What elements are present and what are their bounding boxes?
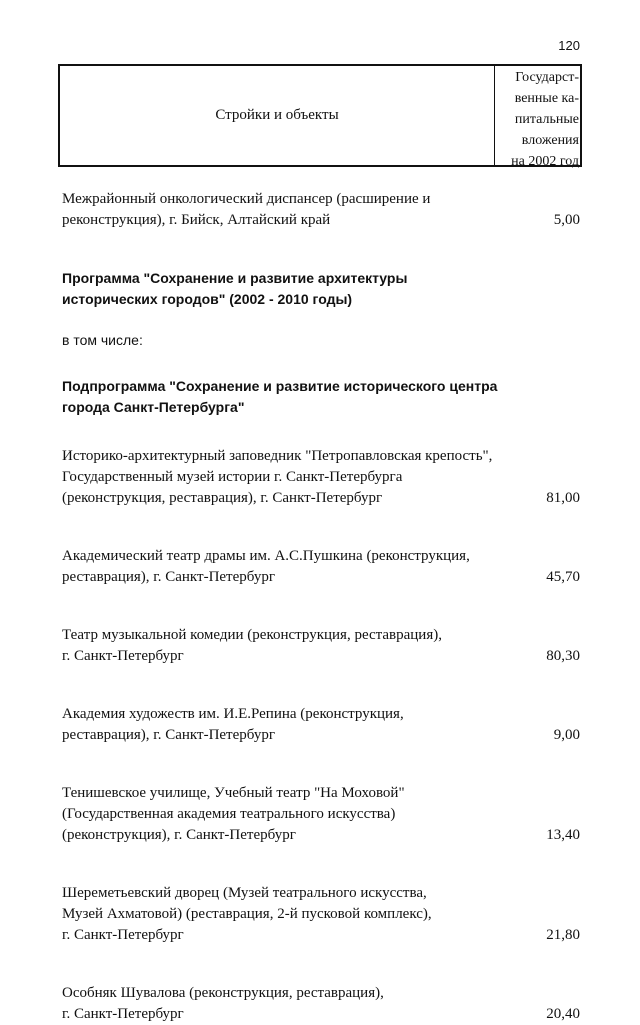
subprogram-heading-line: Подпрограмма "Сохранение и развитие исторического центра [62,378,498,394]
object-name-line: Музей Ахматовой) (реставрация, 2-й пусковой комплекс), [62,906,432,922]
column-header-investment-line: вложения [521,133,579,148]
object-name-line: реконструкция), г. Бийск, Алтайский край [62,212,331,228]
investment-value: 21,80 [546,927,580,943]
program-heading-line: исторических городов" (2002 - 2010 годы) [62,291,353,307]
table-row [62,446,580,509]
object-name-line: (Государственная академия театрального искусства) [62,806,396,822]
investment-value: 81,00 [546,490,580,506]
program-heading [62,268,580,310]
object-name-line: (реконструкция, реставрация), г. Санкт-Петербург [62,490,383,506]
investment-value: 13,40 [546,827,580,843]
subprogram-heading [62,376,580,418]
object-name-line: Тенишевское училище, Учебный театр "На Моховой" [62,785,405,801]
object-name-line: Шереметьевский дворец (Музей театрального искусства, [62,885,427,901]
investment-value: 9,00 [553,727,580,743]
object-name-line: г. Санкт-Петербург [62,1006,184,1022]
column-header-objects: Стройки и объекты [215,107,339,123]
object-name-line: Театр музыкальной комедии (реконструкция, реставрация), [62,627,442,643]
table-row [62,783,580,846]
object-name [62,189,430,231]
column-header-investment-line: на 2002 год [511,154,579,169]
table-header [58,64,582,167]
table-row [62,883,580,946]
object-name [62,704,404,746]
page-number: 120 [558,38,580,53]
object-name-line: Межрайонный онкологический диспансер (расширение и [62,191,431,207]
table-row [62,625,580,667]
investment-value: 20,40 [546,1006,580,1022]
object-name-line: г. Санкт-Петербург [62,927,184,943]
object-name-line: (реконструкция), г. Санкт-Петербург [62,827,296,843]
investment-value: 80,30 [546,648,580,664]
object-name-line: г. Санкт-Петербург [62,648,184,664]
column-header-investment-line: Государст- [515,70,579,85]
including-note: в том числе: [62,332,143,348]
object-name [62,883,432,946]
object-name-line: Особняк Шувалова (реконструкция, реставрация), [62,985,384,1001]
column-header-investment-line: венные ка- [514,91,579,106]
object-name-line: Историко-архитектурный заповедник "Петропавловская крепость", [62,448,493,464]
program-heading-line: Программа "Сохранение и развитие архитектуры [62,270,408,286]
table-row [62,983,580,1025]
investment-value: 45,70 [546,569,580,585]
object-name [62,983,384,1025]
object-name [62,625,442,667]
object-name-line: реставрация), г. Санкт-Петербург [62,569,275,585]
table-row [62,704,580,746]
object-name [62,446,492,509]
object-name-line: Академический театр драмы им. А.С.Пушкина (реконструкция, [62,548,470,564]
object-name-line: Академия художеств им. И.Е.Репина (реконструкция, [62,706,404,722]
column-header-investment [494,66,580,169]
subprogram-heading-line: города Санкт-Петербурга" [62,399,245,415]
investment-value: 5,00 [553,212,580,228]
object-name-line: Государственный музей истории г. Санкт-Петербурга [62,469,403,485]
object-name [62,783,405,846]
object-name-line: реставрация), г. Санкт-Петербург [62,727,275,743]
table-row [62,189,580,231]
table-row [62,546,580,588]
object-name [62,546,470,588]
column-header-investment-line: питальные [514,112,579,127]
